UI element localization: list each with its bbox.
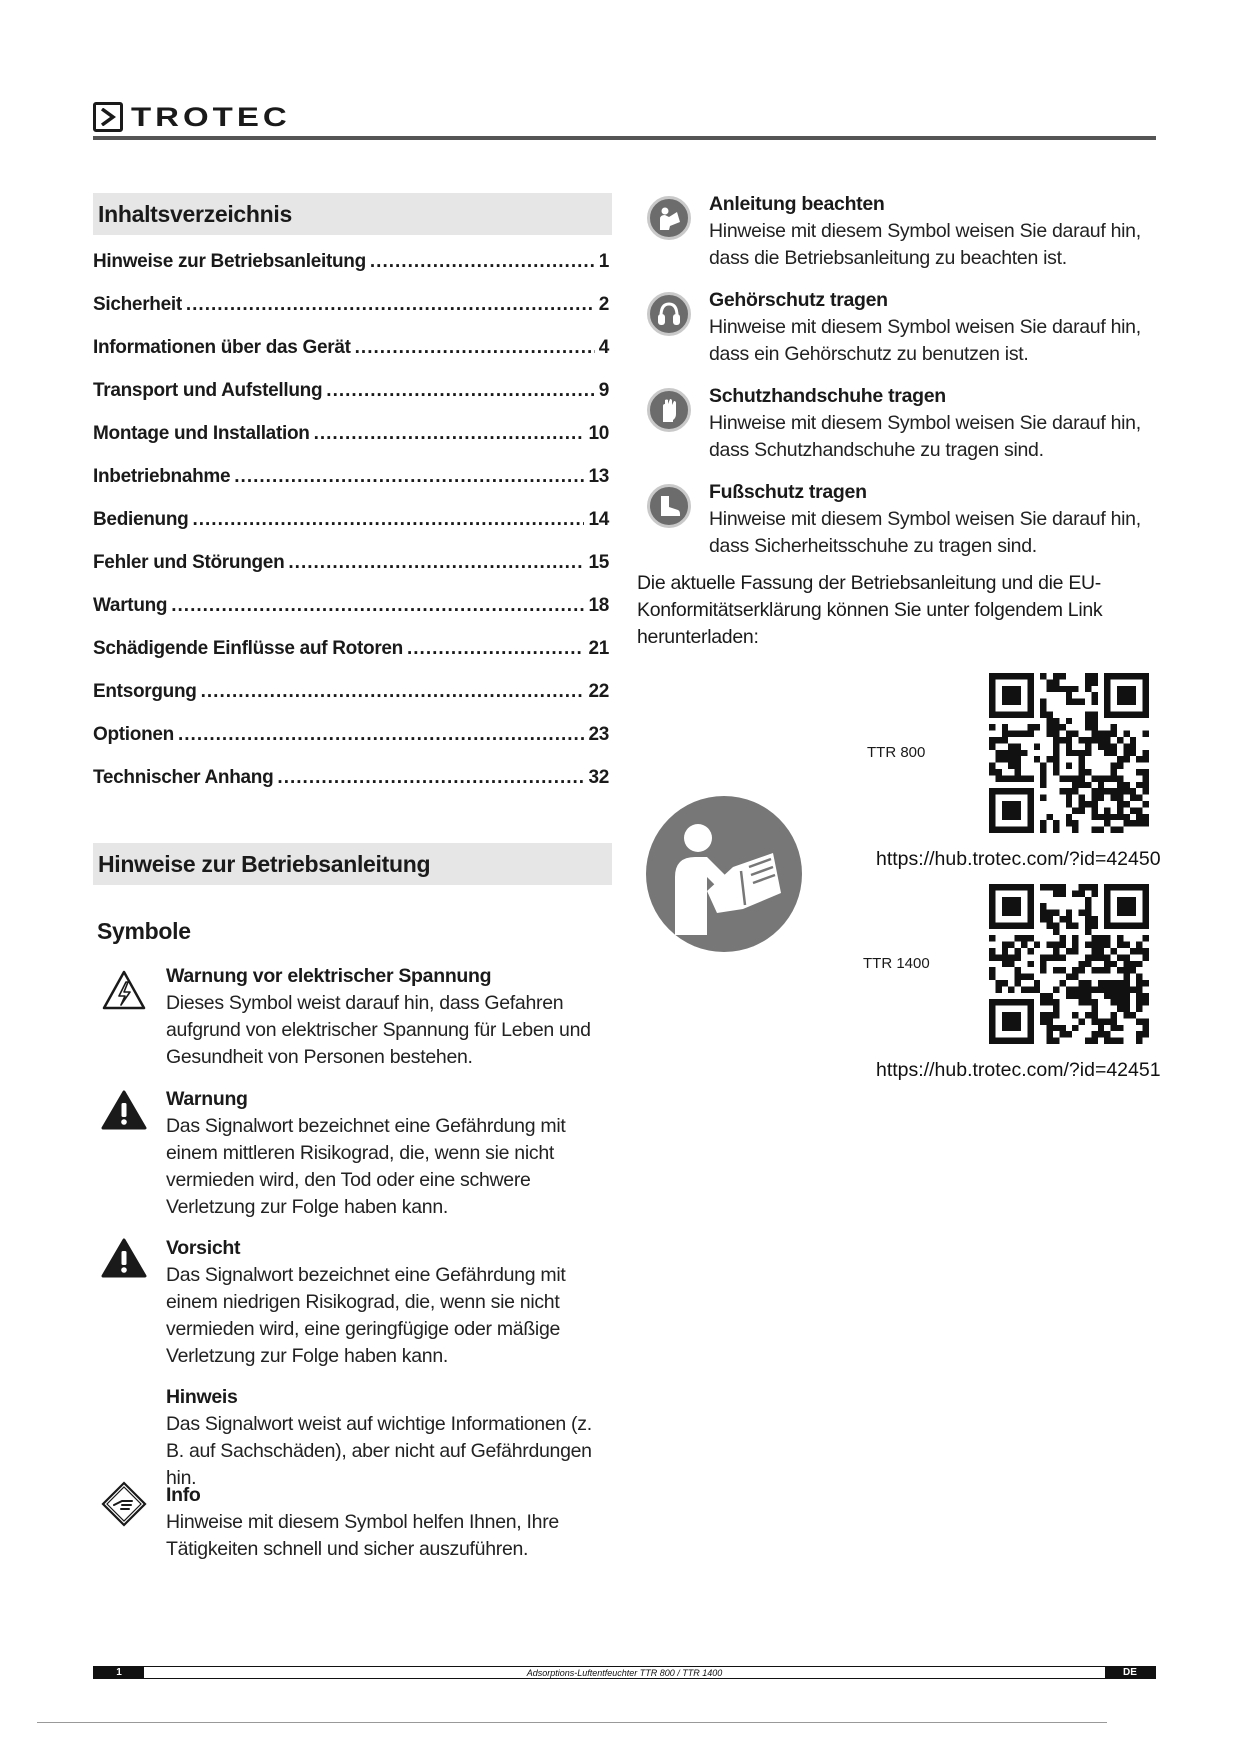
symbol-title: Schutzhandschuhe tragen bbox=[709, 385, 946, 407]
toc-entry-title: Entsorgung bbox=[93, 681, 197, 702]
table-of-contents bbox=[93, 251, 609, 810]
caution-icon bbox=[101, 1237, 147, 1284]
toc-entry[interactable] bbox=[93, 294, 609, 337]
toc-entry-title: Optionen bbox=[93, 724, 174, 745]
toc-leader-dots bbox=[355, 337, 595, 359]
toc-entry-title: Fehler und Störungen bbox=[93, 552, 285, 573]
toc-entry-page: 13 bbox=[588, 466, 609, 487]
brand-logo bbox=[93, 100, 291, 134]
toc-entry-page: 23 bbox=[588, 724, 609, 745]
symbol-title: Info bbox=[166, 1484, 201, 1506]
toc-entry[interactable] bbox=[93, 681, 609, 724]
toc-leader-dots bbox=[171, 595, 584, 617]
symbol-text: Dieses Symbol weist darauf hin, dass Gefahren aufgrund von elektrischer Spannung für Leben und Gesundheit von Personen bestehen. bbox=[166, 992, 591, 1068]
symbol-warning bbox=[166, 1086, 611, 1221]
toc-entry-page: 10 bbox=[588, 423, 609, 444]
symbol-title: Gehörschutz tragen bbox=[709, 289, 888, 311]
toc-entry-page: 22 bbox=[588, 681, 609, 702]
qr-code-ttr1400[interactable] bbox=[989, 884, 1149, 1044]
toc-leader-dots bbox=[192, 509, 584, 531]
toc-entry-title: Inbetriebnahme bbox=[93, 466, 231, 487]
toc-entry-title: Hinweise zur Betriebsanleitung bbox=[93, 251, 366, 272]
download-link-ttr1400[interactable]: https://hub.trotec.com/?id=42451 bbox=[876, 1059, 1161, 1081]
toc-entry[interactable] bbox=[93, 724, 609, 767]
qr-label-ttr800: TTR 800 bbox=[867, 744, 926, 761]
header-divider bbox=[93, 136, 1156, 140]
footer-title: Adsorptions-Luftentfeuchter TTR 800 / TTR 1400 bbox=[526, 1667, 723, 1678]
toc-entry-page: 4 bbox=[598, 337, 609, 358]
toc-entry[interactable] bbox=[93, 423, 609, 466]
toc-entry-page: 1 bbox=[598, 251, 609, 272]
toc-entry-page: 32 bbox=[588, 767, 609, 788]
toc-entry[interactable] bbox=[93, 251, 609, 294]
toc-leader-dots bbox=[178, 724, 584, 746]
safety-boots-icon bbox=[647, 484, 691, 528]
toc-entry[interactable] bbox=[93, 595, 609, 638]
symbol-protective-gloves bbox=[709, 383, 1149, 464]
toc-entry-page: 18 bbox=[588, 595, 609, 616]
hearing-protection-icon bbox=[647, 292, 691, 336]
symbol-info bbox=[166, 1482, 611, 1563]
toc-entry[interactable] bbox=[93, 509, 609, 552]
toc-entry-title: Technischer Anhang bbox=[93, 767, 274, 788]
toc-leader-dots bbox=[370, 251, 595, 273]
symbol-title: Warnung bbox=[166, 1088, 248, 1110]
brand-name: TROTEC bbox=[131, 101, 291, 132]
symbol-note bbox=[166, 1384, 611, 1492]
toc-entry-title: Wartung bbox=[93, 595, 168, 616]
toc-entry-title: Informationen über das Gerät bbox=[93, 337, 351, 358]
toc-entry-page: 14 bbox=[588, 509, 609, 530]
symbol-safety-boots bbox=[709, 479, 1149, 560]
toc-entry-title: Transport und Aufstellung bbox=[93, 380, 323, 401]
symbol-electric-warning bbox=[166, 963, 611, 1071]
toc-entry-page: 2 bbox=[598, 294, 609, 315]
qr-label-ttr1400: TTR 1400 bbox=[863, 955, 930, 972]
symbol-title: Warnung vor elektrischer Spannung bbox=[166, 965, 492, 987]
page-number: 1 bbox=[94, 1667, 144, 1678]
warning-icon bbox=[101, 1089, 147, 1136]
logo-chevron-icon bbox=[93, 102, 123, 132]
toc-entry[interactable] bbox=[93, 638, 609, 681]
symbol-text: Hinweise mit diesem Symbol weisen Sie darauf hin, dass die Betriebsanleitung zu beachten ist. bbox=[709, 220, 1141, 269]
toc-leader-dots bbox=[407, 638, 584, 660]
toc-entry-title: Bedienung bbox=[93, 509, 189, 530]
symbol-hearing-protection bbox=[709, 287, 1149, 368]
toc-entry-title: Montage und Installation bbox=[93, 423, 310, 444]
symbol-text: Hinweise mit diesem Symbol weisen Sie darauf hin, dass ein Gehörschutz zu benutzen ist. bbox=[709, 316, 1141, 365]
protective-gloves-icon bbox=[647, 388, 691, 432]
symbol-text: Das Signalwort weist auf wichtige Informationen (z. B. auf Sachschäden), aber nicht auf Gefährdungen hin. bbox=[166, 1413, 592, 1489]
qr-code-ttr800[interactable] bbox=[989, 673, 1149, 833]
toc-leader-dots bbox=[326, 380, 594, 402]
symbols-subheading: Symbole bbox=[97, 918, 191, 944]
toc-entry[interactable] bbox=[93, 466, 609, 509]
symbol-text: Hinweise mit diesem Symbol weisen Sie darauf hin, dass Schutzhandschuhe zu tragen sind. bbox=[709, 412, 1141, 461]
toc-heading-bar bbox=[93, 193, 612, 235]
manual-notes-heading: Hinweise zur Betriebsanleitung bbox=[98, 850, 431, 877]
toc-entry-page: 21 bbox=[588, 638, 609, 659]
toc-leader-dots bbox=[314, 423, 585, 445]
symbol-title: Hinweis bbox=[166, 1386, 238, 1408]
toc-heading: Inhaltsverzeichnis bbox=[98, 200, 293, 227]
toc-leader-dots bbox=[186, 294, 595, 316]
toc-leader-dots bbox=[288, 552, 584, 574]
toc-entry[interactable] bbox=[93, 552, 609, 595]
toc-leader-dots bbox=[234, 466, 584, 488]
info-hand-icon bbox=[101, 1481, 147, 1532]
symbol-read-manual bbox=[709, 191, 1149, 272]
symbol-title: Vorsicht bbox=[166, 1237, 241, 1259]
symbol-caution bbox=[166, 1235, 611, 1370]
bottom-divider bbox=[37, 1722, 1107, 1723]
toc-entry-title: Schädigende Einflüsse auf Rotoren bbox=[93, 638, 403, 659]
footer-bar bbox=[93, 1666, 1156, 1679]
symbol-text: Das Signalwort bezeichnet eine Gefährdung mit einem niedrigen Risikograd, die, wenn sie nicht vermieden wird, eine geringfügige oder mäßige Verletzung zur Folge haben kann. bbox=[166, 1264, 566, 1367]
manual-notes-heading-bar bbox=[93, 843, 612, 885]
read-manual-icon bbox=[647, 196, 691, 240]
toc-entry[interactable] bbox=[93, 767, 609, 810]
electric-warning-icon bbox=[101, 969, 147, 1016]
language-code: DE bbox=[1105, 1667, 1155, 1678]
download-info-text: Die aktuelle Fassung der Betriebsanleitung und die EU-Konformitätserklärung können Sie unter folgendem Link herunterladen: bbox=[637, 572, 1103, 648]
symbol-text: Hinweise mit diesem Symbol weisen Sie darauf hin, dass Sicherheitsschuhe zu tragen sind. bbox=[709, 508, 1141, 557]
toc-entry-page: 9 bbox=[598, 380, 609, 401]
symbol-text: Hinweise mit diesem Symbol helfen Ihnen, Ihre Tätigkeiten schnell und sicher auszuführen. bbox=[166, 1511, 559, 1560]
toc-entry[interactable] bbox=[93, 380, 609, 423]
symbol-title: Fußschutz tragen bbox=[709, 481, 867, 503]
toc-entry-title: Sicherheit bbox=[93, 294, 182, 315]
symbol-text: Das Signalwort bezeichnet eine Gefährdung mit einem mittleren Risikograd, die, wenn sie nicht vermieden wird, den Tod oder eine schwere Verletzung zur Folge haben kann. bbox=[166, 1115, 566, 1218]
toc-entry-page: 15 bbox=[588, 552, 609, 573]
toc-leader-dots bbox=[201, 681, 585, 703]
download-link-ttr800[interactable]: https://hub.trotec.com/?id=42450 bbox=[876, 848, 1161, 870]
toc-leader-dots bbox=[277, 767, 584, 789]
symbol-title: Anleitung beachten bbox=[709, 193, 885, 215]
read-manual-large-icon bbox=[645, 795, 803, 958]
toc-entry[interactable] bbox=[93, 337, 609, 380]
